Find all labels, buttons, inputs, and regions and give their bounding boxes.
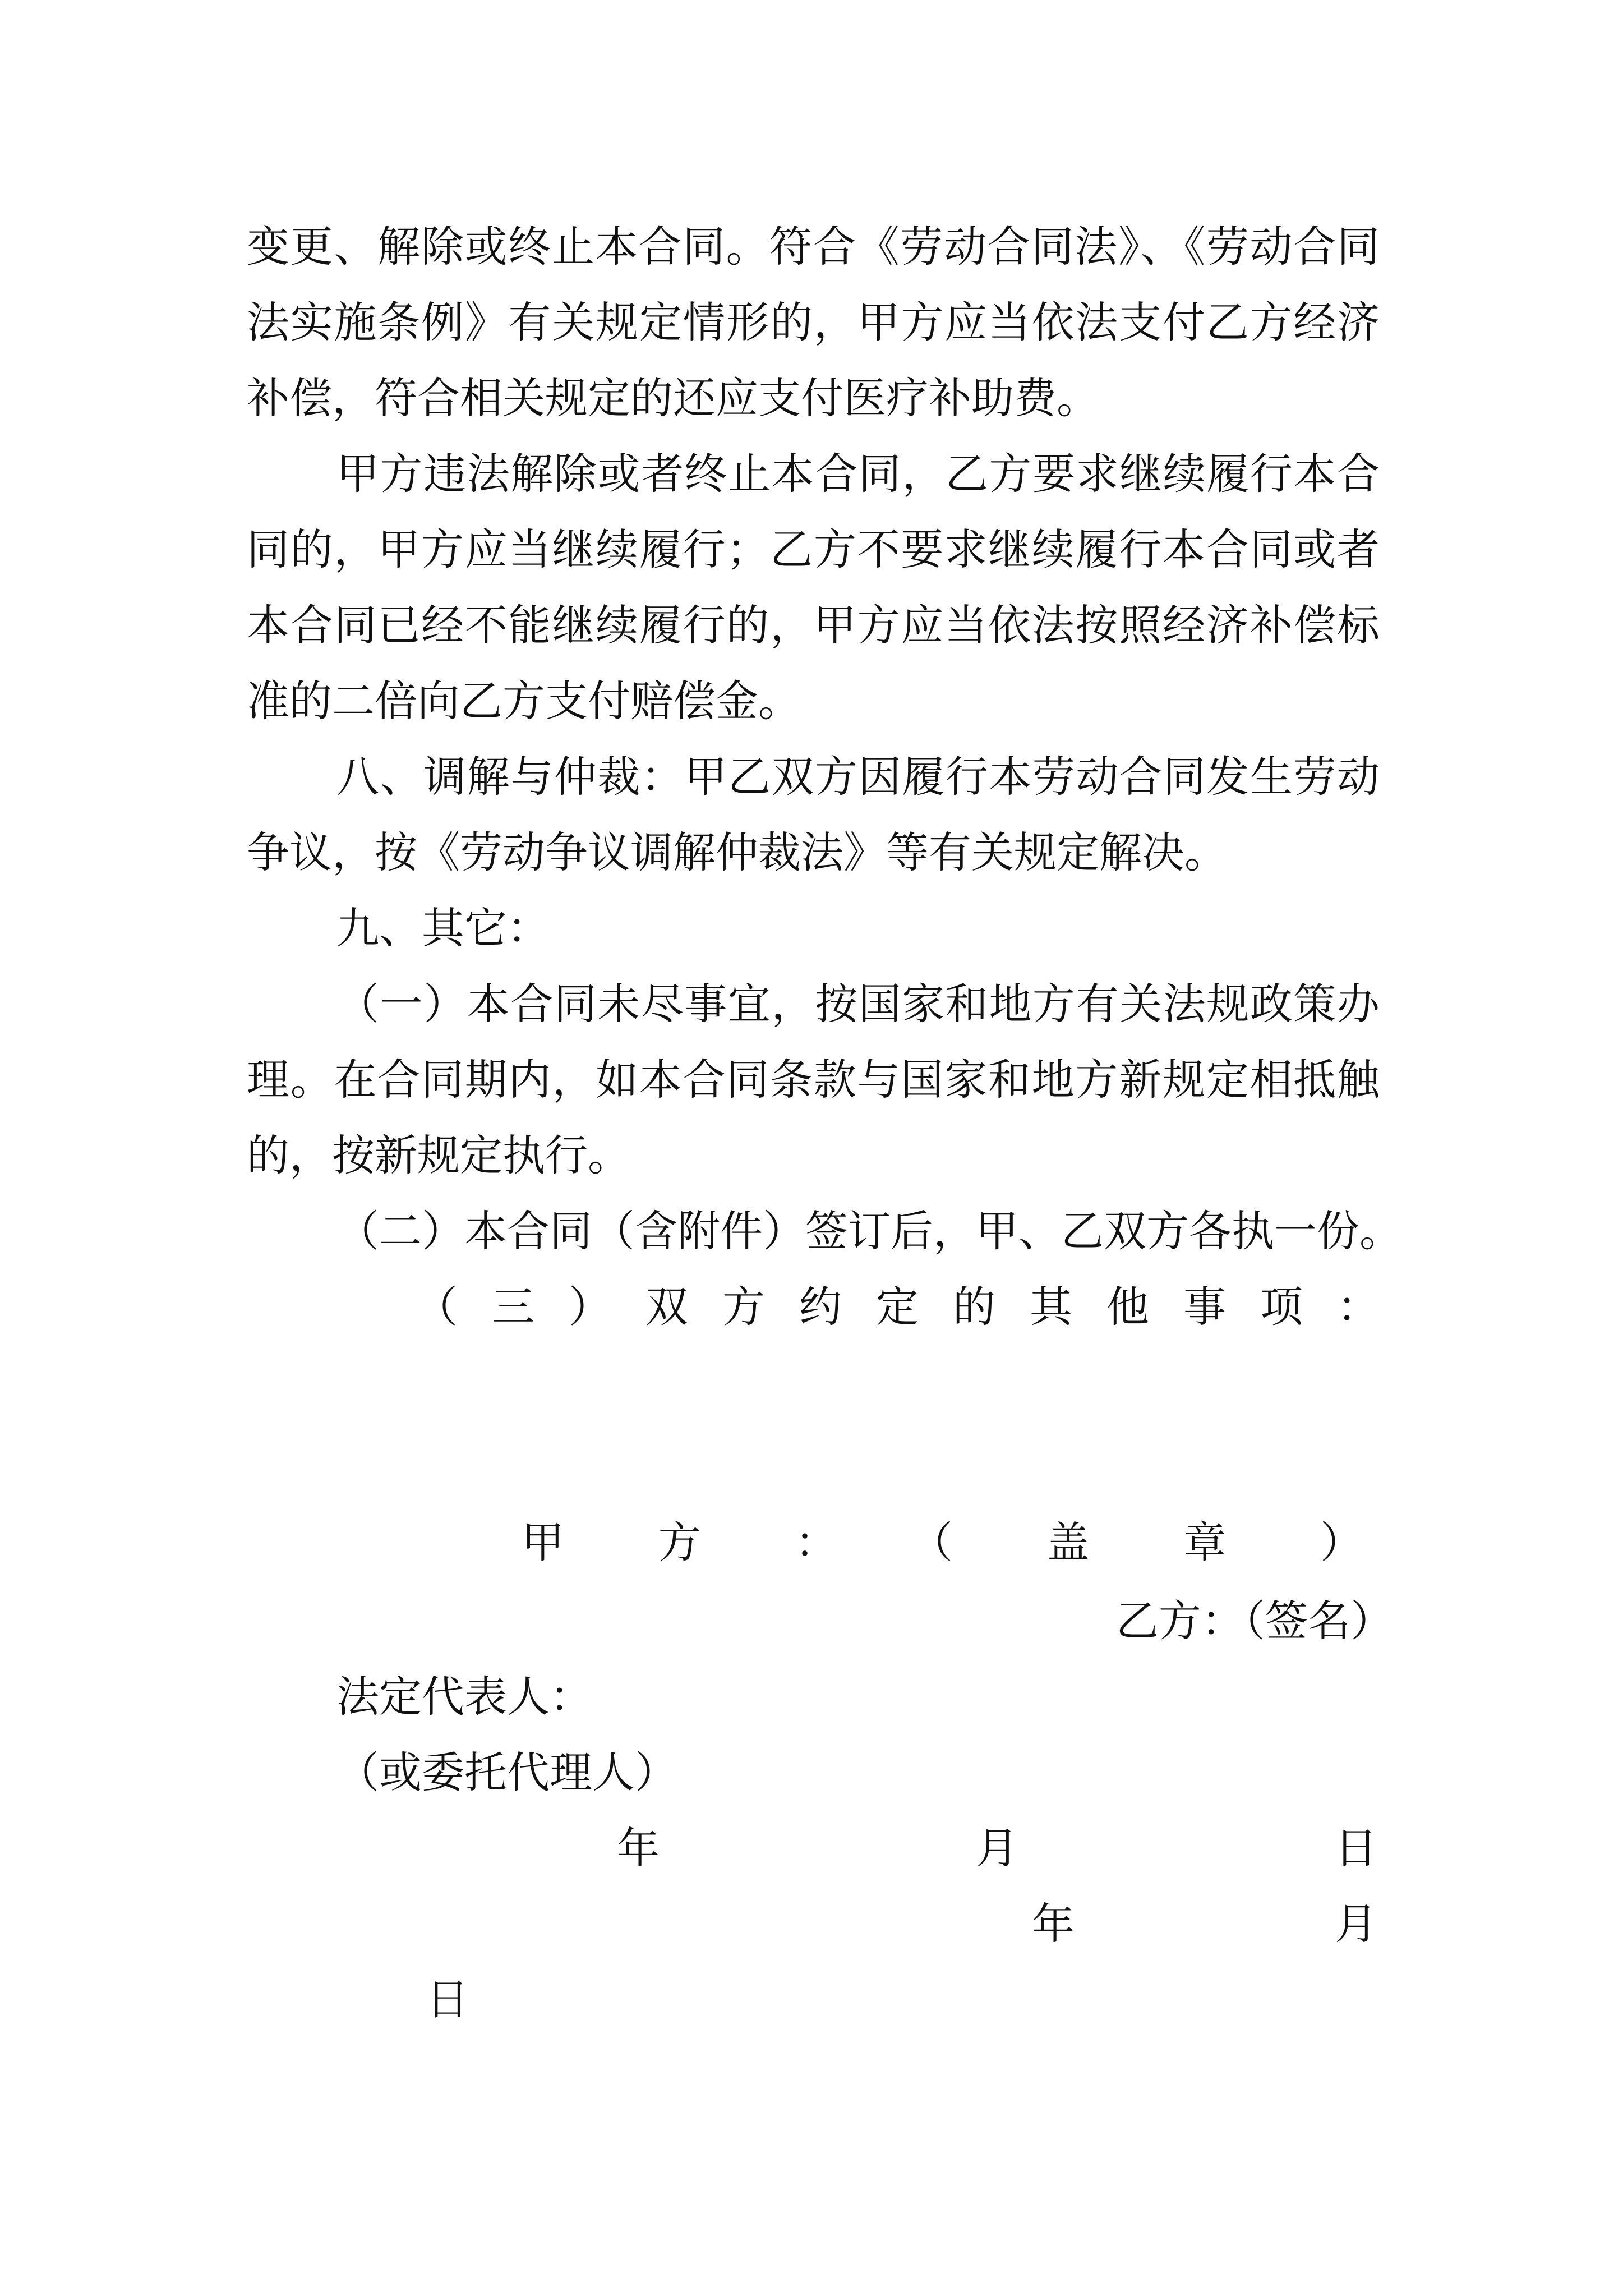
- date-year-a: 年: [617, 1823, 660, 1873]
- paragraph-line: 八、调解与仲裁：甲乙双方因履行本劳动合同发生劳动: [336, 752, 1380, 802]
- paragraph-line: 本合同已经不能继续履行的，甲方应当依法按照经济补偿标: [247, 600, 1380, 650]
- paragraph-line: 补偿，符合相关规定的还应支付医疗补助费。: [247, 373, 1099, 423]
- party-a-seal: 甲方：（盖章）: [522, 1517, 1363, 1567]
- section-heading: 九、其它：: [336, 903, 550, 953]
- paragraph-line: 争议，按《劳动争议调解仲裁法》等有关规定解决。: [247, 827, 1227, 877]
- paragraph-line: （一）本合同未尽事宜，按国家和地方有关法规政策办: [336, 979, 1380, 1029]
- date-month-a: 月: [976, 1823, 1018, 1873]
- paragraph-line: 变更、解除或终止本合同。符合《劳动合同法》、《劳动合同: [247, 222, 1380, 272]
- date-day-b: 日: [426, 1975, 469, 2024]
- paragraph-line: （二）本合同（含附件）签订后，甲、乙双方各执一份。: [336, 1206, 1402, 1256]
- date-day-a: 日: [1335, 1823, 1377, 1873]
- date-month-b: 月: [1335, 1899, 1377, 1949]
- paragraph-line: 准的二倍向乙方支付赔偿金。: [247, 676, 801, 726]
- party-b-signature: 乙方：（签名）: [1116, 1596, 1393, 1646]
- paragraph-line: 甲方违法解除或者终止本合同，乙方要求继续履行本合: [336, 449, 1380, 499]
- paragraph-line: 法实施条例》有关规定情形的，甲方应当依法支付乙方经济: [247, 297, 1380, 347]
- legal-representative-label: 法定代表人：: [336, 1672, 592, 1722]
- paragraph-line: 同的，甲方应当继续履行；乙方不要求继续履行本合同或者: [247, 524, 1380, 574]
- paragraph-line: （三）双方约定的其他事项：: [415, 1282, 1380, 1332]
- paragraph-line: 理。在合同期内，如本合同条款与国家和地方新规定相抵触: [247, 1055, 1380, 1105]
- date-year-b: 年: [1032, 1899, 1075, 1949]
- agent-label: （或委托代理人）: [336, 1747, 677, 1797]
- paragraph-line: 的，按新规定执行。: [247, 1130, 630, 1180]
